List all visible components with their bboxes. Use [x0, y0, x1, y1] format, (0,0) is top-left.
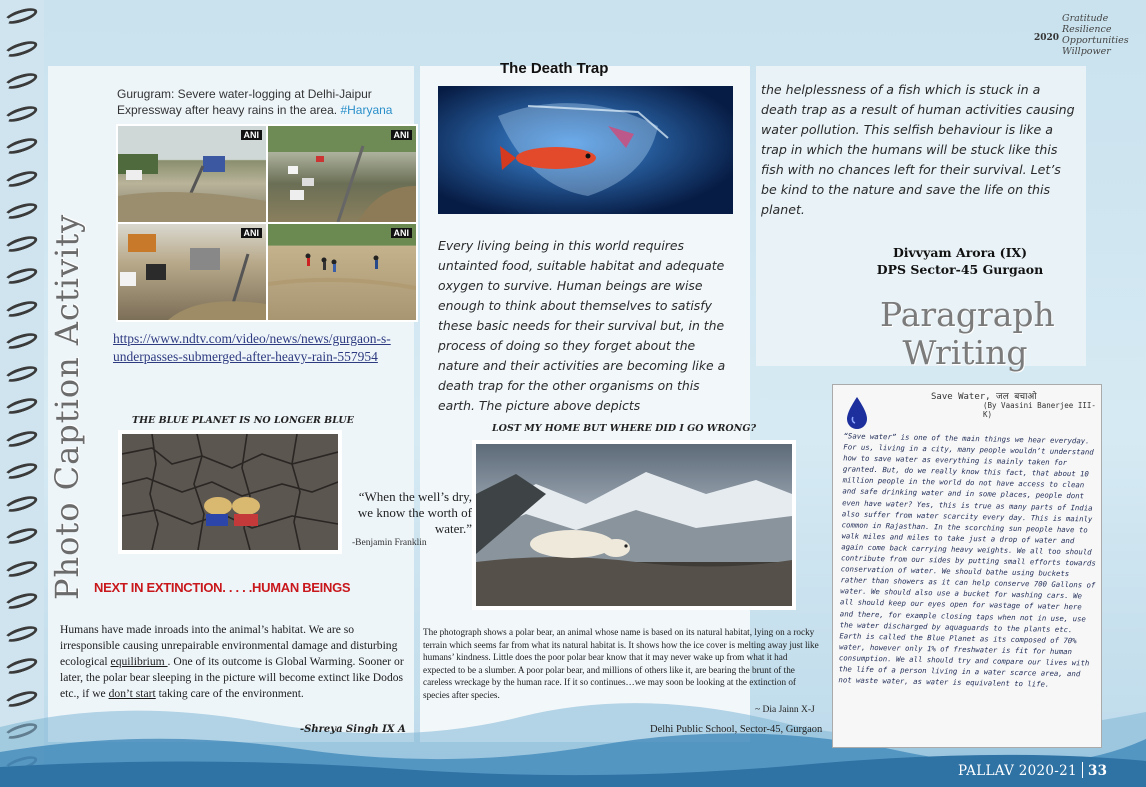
polar-bear-text: The photograph shows a polar bear, an animal whose name is based on its natural habitat, lying on a rocky terrain which seems far from what its natural habitat is. It shows how the ice cover is melting away just like humans’ kindness. Little does the poor polar bear know that it may never wake up from what it had expected to be a slumber. A poor polar bear, and millions of others like it, are bearing the brunt of the careless wreckage by the human race. If it so continues…we may soon be looking at the extinction of species after species.: [423, 627, 819, 700]
page-number: 33: [1087, 763, 1108, 779]
polar-bear-illustration: [476, 444, 792, 606]
hashtag-link[interactable]: #Haryana: [340, 103, 393, 117]
spiral-ring: [3, 168, 39, 190]
photo-caption-activity-title: Photo Caption Activity: [48, 213, 86, 600]
flood-scene: [268, 224, 416, 320]
header-year: 2020: [1034, 33, 1060, 43]
humans-text-part: Humans have made inroads into the animal’s habitat. We are so irresponsible causing unrepairable environmental damage and disturbing ecological: [60, 623, 398, 668]
flood-scene: [118, 224, 266, 320]
lost-home-title: LOST MY HOME BUT WHERE DID I GO WRONG?: [492, 423, 757, 434]
cracked-earth-illustration: [122, 434, 338, 550]
spiral-ring: [3, 460, 39, 482]
humans-text-part: don’t start: [108, 687, 156, 700]
gurugram-caption-text: Gurugram: Severe water-logging at Delhi-Jaipur Expressway after heavy rains in the area.: [117, 87, 372, 117]
fish-in-bag-illustration: [438, 86, 733, 214]
spiral-ring: [3, 395, 39, 417]
spiral-ring: [3, 330, 39, 352]
humans-text-part: taking care of the environment.: [155, 687, 304, 700]
handwritten-title: Save Water, जल बचाओ: [931, 392, 1037, 402]
polar-bear-author: ~ Dia Jainn X-J: [755, 705, 815, 715]
spiral-ring: [3, 38, 39, 60]
polar-bear-photo: [472, 440, 796, 610]
spiral-ring: [3, 525, 39, 547]
magazine-name: PALLAV 2020-21: [958, 763, 1077, 779]
motto-line: Gratitude: [1062, 13, 1109, 24]
ani-watermark: ANI: [391, 130, 413, 140]
spiral-ring: [3, 428, 39, 450]
franklin-quote-author: -Benjamin Franklin: [352, 538, 427, 548]
water-drop-icon: [845, 395, 869, 429]
handwritten-byline: (By Vaasini Banerjee III-K): [983, 401, 1096, 419]
spiral-ring: [3, 103, 39, 125]
spiral-ring: [3, 265, 39, 287]
spiral-ring: [3, 70, 39, 92]
page-footer: [958, 762, 1107, 779]
ani-watermark: ANI: [241, 130, 263, 140]
header-motto: [1062, 13, 1129, 57]
blue-planet-title: THE BLUE PLANET IS NO LONGER BLUE: [132, 415, 354, 426]
ani-watermark: ANI: [391, 228, 413, 238]
flood-photo: [268, 126, 416, 222]
ani-watermark: ANI: [241, 228, 263, 238]
fish-in-bag-photo: [438, 86, 733, 214]
spiral-ring: [3, 558, 39, 580]
flood-photo-grid: [116, 124, 418, 322]
flood-photo: [268, 224, 416, 320]
spiral-ring: [3, 363, 39, 385]
flood-photo: [118, 224, 266, 320]
motto-line: Opportunities: [1062, 35, 1129, 46]
flood-photo: [118, 126, 266, 222]
death-trap-author: [845, 244, 1075, 278]
spiral-ring: [3, 493, 39, 515]
polar-bear-school: Delhi Public School, Sector-45, Gurgaon: [650, 724, 823, 735]
death-trap-body-left: Every living being in this world requires untainted food, suitable habitat and adequate oxygen to survive. Human beings are wise enough to think about themselves to satisfy these basic needs for their survival but, in the process of doing so they forget about the nature and their activities are becoming like a death trap for the other organisms on this earth. The picture above depicts: [438, 238, 726, 413]
cracked-earth-photo: [118, 430, 342, 554]
handwritten-paragraph-page: [832, 384, 1102, 748]
flood-scene: [118, 126, 266, 222]
motto-line: Resilience: [1062, 24, 1112, 35]
spiral-ring: [3, 623, 39, 645]
gurugram-caption: [117, 86, 417, 118]
footer-separator: [1082, 762, 1083, 778]
ndtv-video-link[interactable]: https://www.ndtv.com/video/news/news/gurgaon-s-underpasses-submerged-after-heavy-rain-557954: [113, 331, 391, 364]
spiral-ring: [3, 298, 39, 320]
next-in-extinction-heading: NEXT IN EXTINCTION. . . . .HUMAN BEINGS: [94, 580, 351, 595]
handwritten-body: “Save water” is one of the main things we hear everyday. For us, living in a city, many people wouldn’t understand how to save water as everything is mainly taken for granted. But, do we really know this fact, that about 10 million people in the world do not have access to clean and safe drinking water and in some places, people dont even have water? Yes, this is true as many parts of India also suffer from water scarcity every day. This is mainly common in Rajasthan. In the scorching sun people have to walk miles and miles to take just a drop of water and again come back carrying heavy weights. We all too should contribute from our sides by putting small efforts towards conservation of water. We should bathe using buckets rather than showers as it can help conserve 700 Gallons of water. We should also use a bucket for washing cars. We all should keep our eyes open for wastage of water here and there, for example closing taps when not in use, use the water discharged by aquaguards to the plants etc. Earth is called the Blue Planet as its composed of 70% water, however only 1% of freshwater is fit for human consumption. We all should try and compare our lives with the life of a person living in a water scarce area, and not waste water, as water is equivalent to life.: [838, 431, 1096, 689]
spiral-ring: [3, 5, 39, 27]
spiral-ring: [3, 200, 39, 222]
spiral-ring: [3, 590, 39, 612]
spiral-ring: [3, 135, 39, 157]
death-trap-title: The Death Trap: [500, 60, 609, 77]
motto-line: Willpower: [1062, 46, 1111, 57]
franklin-quote: “When the well’s dry, we know the worth of water.”: [357, 489, 472, 536]
humans-text-part: . One of its outcome is Global Warming. Sooner or later, the polar bear sleeping in the picture will become extinct like Dodos etc., if we: [60, 655, 404, 700]
humans-text-author: -Shreya Singh IX A: [300, 724, 406, 735]
author-school: DPS Sector-45 Gurgaon: [876, 262, 1044, 277]
humans-habitat-text: [60, 622, 410, 702]
death-trap-body-right: the helplessness of a fish which is stuck in a death trap as a result of human activities causing water pollution. This selfish behaviour is like a trap in which the humans will be stuck like this fish with no chances left for their survival. Let’s be kind to the nature and save the life on this planet.: [761, 82, 1075, 217]
paragraph-writing-title: Paragraph Writing: [880, 295, 1055, 372]
flood-scene: [268, 126, 416, 222]
author-name: Divvyam Arora (IX): [892, 245, 1028, 260]
humans-text-part: equilibrium: [110, 655, 168, 668]
spiral-ring: [3, 233, 39, 255]
